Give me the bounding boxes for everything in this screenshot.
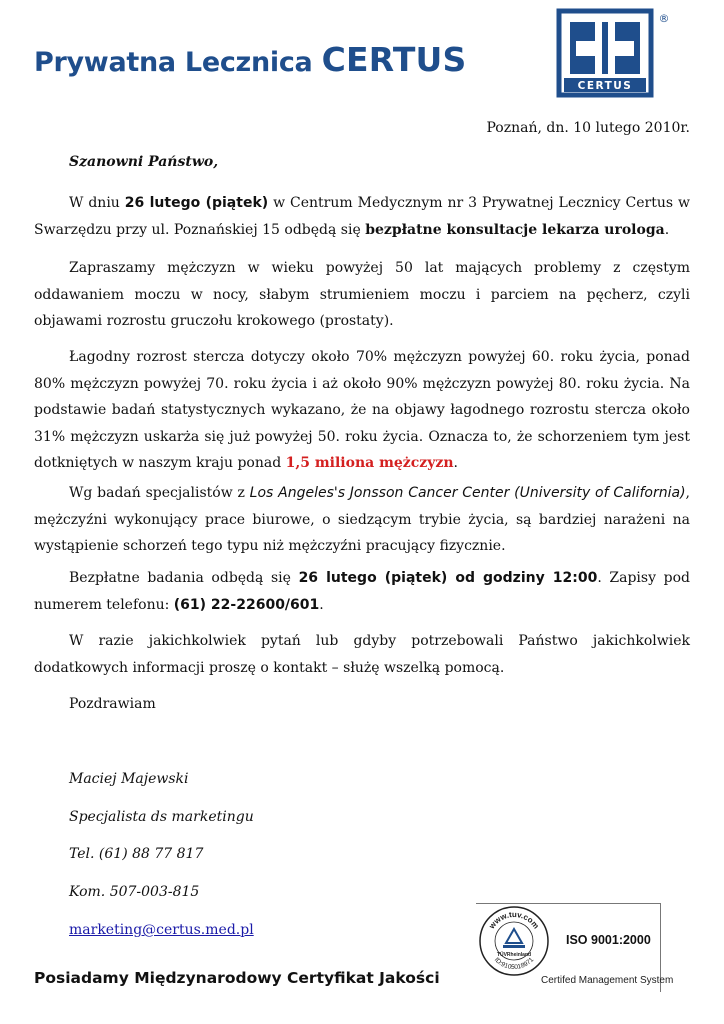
seal-id: ID:9105018971 [492,956,536,972]
signature-mobile: Kom. 507-003-815 [69,884,200,900]
iso-label: ISO 9001:2000 [566,933,651,947]
signature-role: Specjalista ds marketingu [69,809,254,825]
p4-text-c: , mężczyźni wykonujący prace biurowe, o siedzącym trybie życia, są bardziej narażeni na wystąpienie schorzeń tego typu niż mężczyźni pracujący fizycznie. [34,485,690,554]
title-part1: Prywatna Lecznica [34,47,322,78]
p5-phone: (61) 22-22600/601 [173,596,320,613]
paragraph-3 [34,344,690,477]
date-line: Poznań, dn. 10 lutego 2010r. [486,120,690,136]
closing: Pozdrawiam [69,696,156,712]
p5-text-e: . [319,596,324,613]
p5-date-time: 26 lutego (piątek) od godziny 12:00 [298,570,598,586]
title-part2: CERTUS [321,40,467,79]
footer-statement: Posiadamy Międzynarodowy Certyfikat Jakości [34,969,440,987]
tuv-seal-icon [478,905,550,977]
p3-text-c: . [453,455,458,471]
p3-highlight: 1,5 miliona mężczyzn [285,455,454,471]
signature-email-link[interactable]: marketing@certus.med.pl [69,922,254,938]
p5-text-c: . Zapisy pod numerem telefonu: [34,570,690,613]
signature-tel: Tel. (61) 88 77 817 [69,846,204,862]
seal-url: www.tuv.com [487,909,541,931]
p1-consultation: bezpłatne konsultacje lekarza urologa [365,221,665,238]
seal-brand: TÜVRheinland [496,952,532,958]
paragraph-6: W razie jakichkolwiek pytań lub gdyby potrzebowali Państwo jakichkolwiek dodatkowych informacji proszę o kontakt – służę wszelką pomocą. [34,633,690,676]
salutation: Szanowni Państwo, [69,154,219,170]
p4-institution: Los Angeles's Jonsson Cancer Center (University of California) [249,485,686,501]
paragraph-2: Zapraszamy mężczyzn w wieku powyżej 50 lat mających problemy z częstym oddawaniem moczu w nocy, słabym strumieniem moczu i parciem na pęcherz, czyli objawami rozrostu gruczołu krokowego (prostaty). [34,260,690,329]
p1-text-c: w Centrum Medycznym nr 3 Prywatnej Lecznicy Certus w Swarzędzu przy ul. Poznańskiej 15 odbędą się [34,195,690,238]
certified-system-label: Certifed Management System [541,975,674,986]
p1-text-a: W dniu [69,195,125,211]
logo-text: CERTUS [577,80,633,92]
p5-text-a: Bezpłatne badania odbędą się [69,570,299,586]
registered-mark: ® [658,12,670,25]
paragraph-4 [34,480,690,560]
paragraph-1 [34,190,690,243]
p4-text-a: Wg badań specjalistów z [69,485,250,501]
p3-text-a: Łagodny rozrost stercza dotyczy około 70% mężczyzn powyżej 60. roku życia, ponad 80% mężczyzn powyżej 70. roku życia i aż około 90% mężczyzn powyżej 80. roku życia. Na podstawie badań statystycznych wykazano, że na objawy łagodnego rozrostu stercza około 31% mężczyzn uskarża się już powyżej 50. roku życia. Oznacza to, że schorzeniem tym jest dotkniętych w naszym kraju ponad [34,349,690,471]
signature-name: Maciej Majewski [69,771,189,787]
letterhead-title [34,40,467,79]
certus-logo [556,8,674,100]
p1-text-e: . [664,221,670,238]
p1-date: 26 lutego (piątek) [124,195,269,211]
paragraph-5 [34,565,690,618]
